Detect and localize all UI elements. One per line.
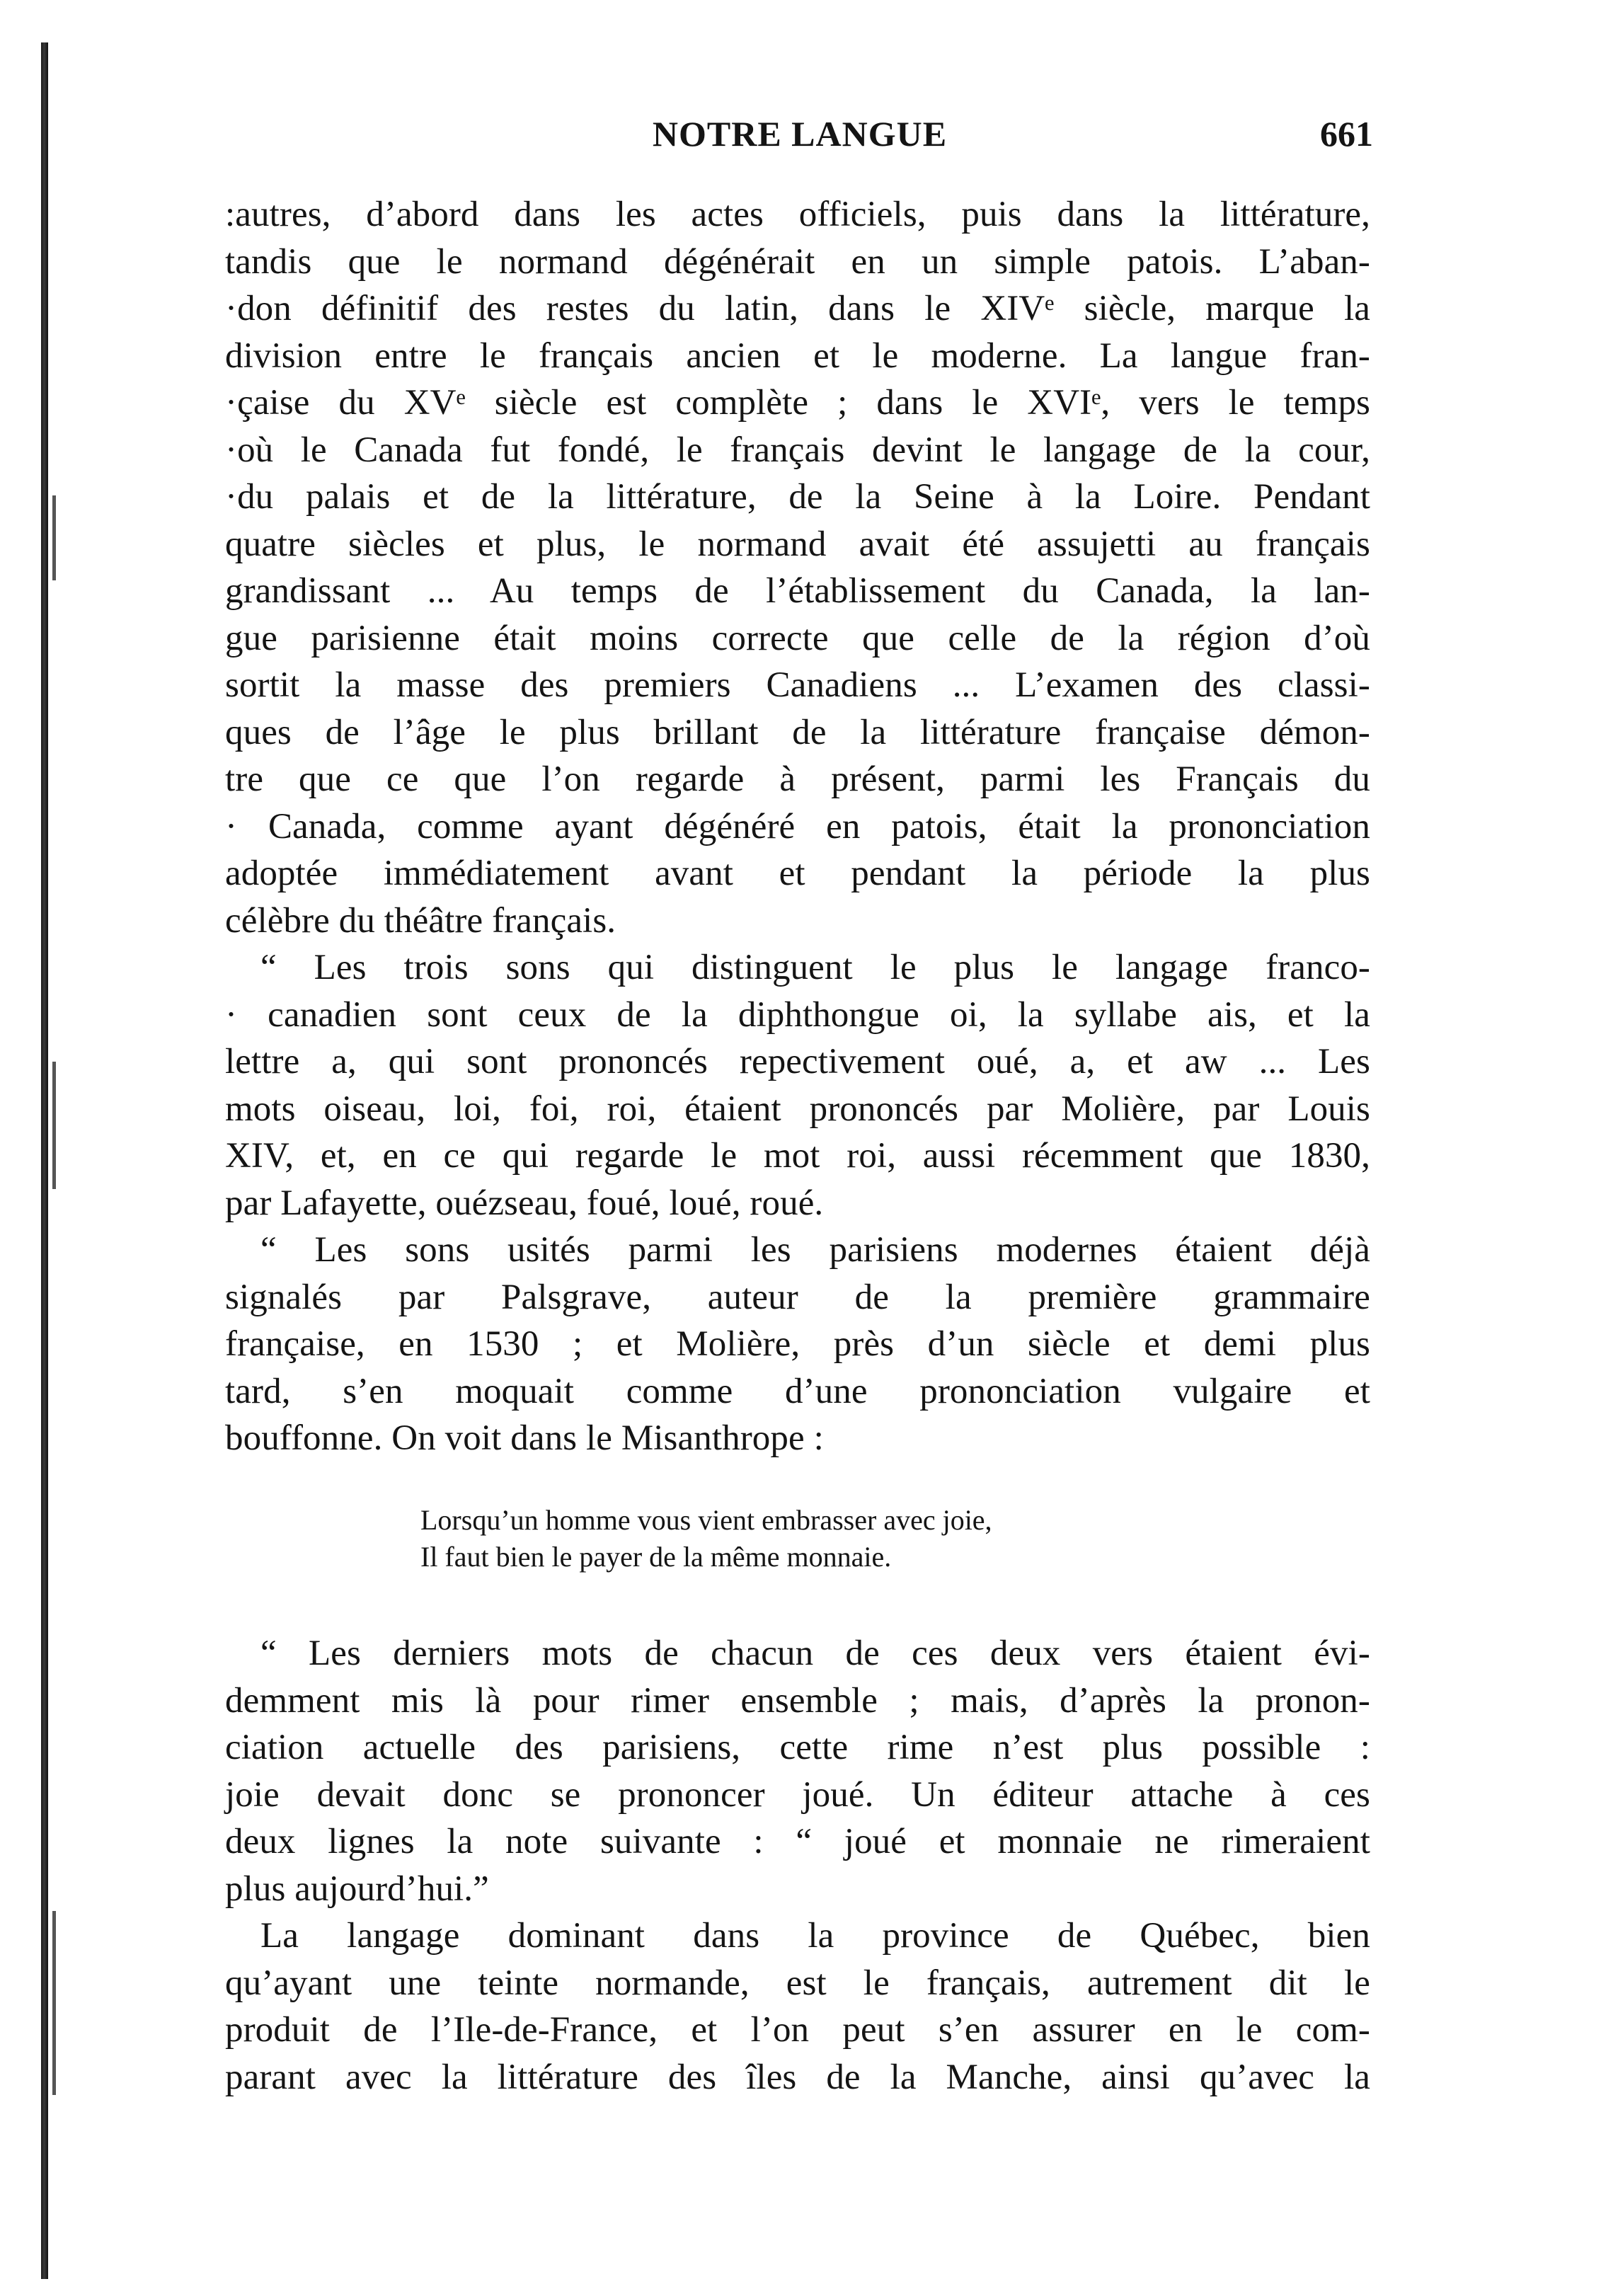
text-line: par Lafayette, ouézseau, foué, loué, roué. [225, 1183, 824, 1223]
text-line: produit de l’Ile-de-France, et l’on peut s’en assurer en le com- [225, 2010, 1370, 2050]
text-line: célèbre du théâtre français. [225, 900, 616, 941]
binding-speck [52, 1911, 56, 2095]
text-line: division entre le français ancien et le moderne. La langue fran- [225, 335, 1370, 376]
text-line: mots oiseau, loi, foi, roi, étaient prononcés par Molière, par Louis [225, 1089, 1370, 1129]
text-line: signalés par Palsgrave, auteur de la première grammaire [225, 1277, 1370, 1317]
text-line: deux lignes la note suivante : “ joué et monnaie ne rimeraient [225, 1822, 1370, 1861]
text-line: française, en 1530 ; et Molière, près d’un siècle et demi plus [225, 1324, 1370, 1364]
text-line: “ Les derniers mots de chacun de ces deux vers étaient évi- [260, 1634, 1370, 1673]
text-line: XIV, et, en ce qui regarde le mot roi, aussi récemment que 1830, [225, 1136, 1370, 1176]
text-line: gue parisienne était moins correcte que celle de la région d’où [225, 618, 1370, 658]
text-line: :autres, d’abord dans les actes officiels, puis dans la littérature, [225, 195, 1370, 234]
text-line: bouffonne. On voit dans le Misanthrope : [225, 1418, 824, 1458]
text-line: tard, s’en moquait comme d’une prononciation vulgaire et [225, 1371, 1370, 1411]
text-line: parant avec la littérature des îles de la Manche, ainsi qu’avec la [225, 2057, 1370, 2097]
page-number: 661 [1320, 114, 1373, 154]
text-line: ciation actuelle des parisiens, cette rime n’est plus possible : [225, 1728, 1370, 1767]
binding-speck [52, 1062, 56, 1189]
text-line: ·où le Canada fut fondé, le français devint le langage de la cour, [225, 430, 1370, 470]
text-line: · canadien sont ceux de la diphthongue oi, la syllabe ais, et la [225, 994, 1370, 1035]
main-text-block [225, 191, 1370, 1462]
text-line: ·du palais et de la littérature, de la Seine à la Loire. Pendant [225, 477, 1370, 517]
text-line: quatre siècles et plus, le normand avait été assujetti au français [225, 524, 1370, 564]
page-header [226, 113, 1373, 163]
text-line: demment mis là pour rimer ensemble ; mais, d’après la pronon- [225, 1680, 1370, 1721]
verse-quotation [420, 1502, 1199, 1575]
main-text-block-continued [225, 1630, 1370, 2101]
text-line: qu’ayant une teinte normande, est le français, autrement dit le [225, 1963, 1370, 2003]
verse-line: Il faut bien le payer de la même monnaie. [420, 1541, 892, 1573]
running-title: NOTRE LANGUE [652, 114, 948, 154]
text-line: tandis que le normand dégénérait en un simple patois. L’aban- [225, 241, 1370, 282]
text-line: La langage dominant dans la province de Québec, bien [260, 1916, 1370, 1956]
text-line: ques de l’âge le plus brillant de la littérature française démon- [225, 712, 1370, 752]
text-line: plus aujourd’hui.” [225, 1869, 489, 1909]
text-line: · Canada, comme ayant dégénéré en patois, était la prononciation [225, 806, 1370, 846]
binding-speck [52, 495, 56, 580]
text-line: lettre a, qui sont prononcés repectivement oué, a, et aw ... Les [225, 1042, 1370, 1081]
text-line: “ Les sons usités parmi les parisiens modernes étaient déjà [260, 1230, 1370, 1270]
binding-shadow [41, 42, 48, 2279]
text-line: joie devait donc se prononcer joué. Un éditeur attache à ces [225, 1774, 1370, 1815]
text-line: tre que ce que l’on regarde à présent, parmi les Français du [225, 759, 1370, 799]
text-line: “ Les trois sons qui distinguent le plus le langage franco- [260, 948, 1370, 987]
text-line: sortit la masse des premiers Canadiens ... L’examen des classi- [225, 665, 1370, 705]
text-line: grandissant ... Au temps de l’établissement du Canada, la lan- [225, 571, 1370, 611]
verse-line: Lorsqu’un homme vous vient embrasser avec joie, [420, 1504, 992, 1536]
text-line: ·çaise du XVᵉ siècle est complète ; dans le XVIᵉ, vers le temps [225, 383, 1370, 423]
text-line: adoptée immédiatement avant et pendant la période la plus [225, 854, 1370, 893]
text-line: ·don définitif des restes du latin, dans le XIVᵉ siècle, marque la [225, 289, 1370, 328]
